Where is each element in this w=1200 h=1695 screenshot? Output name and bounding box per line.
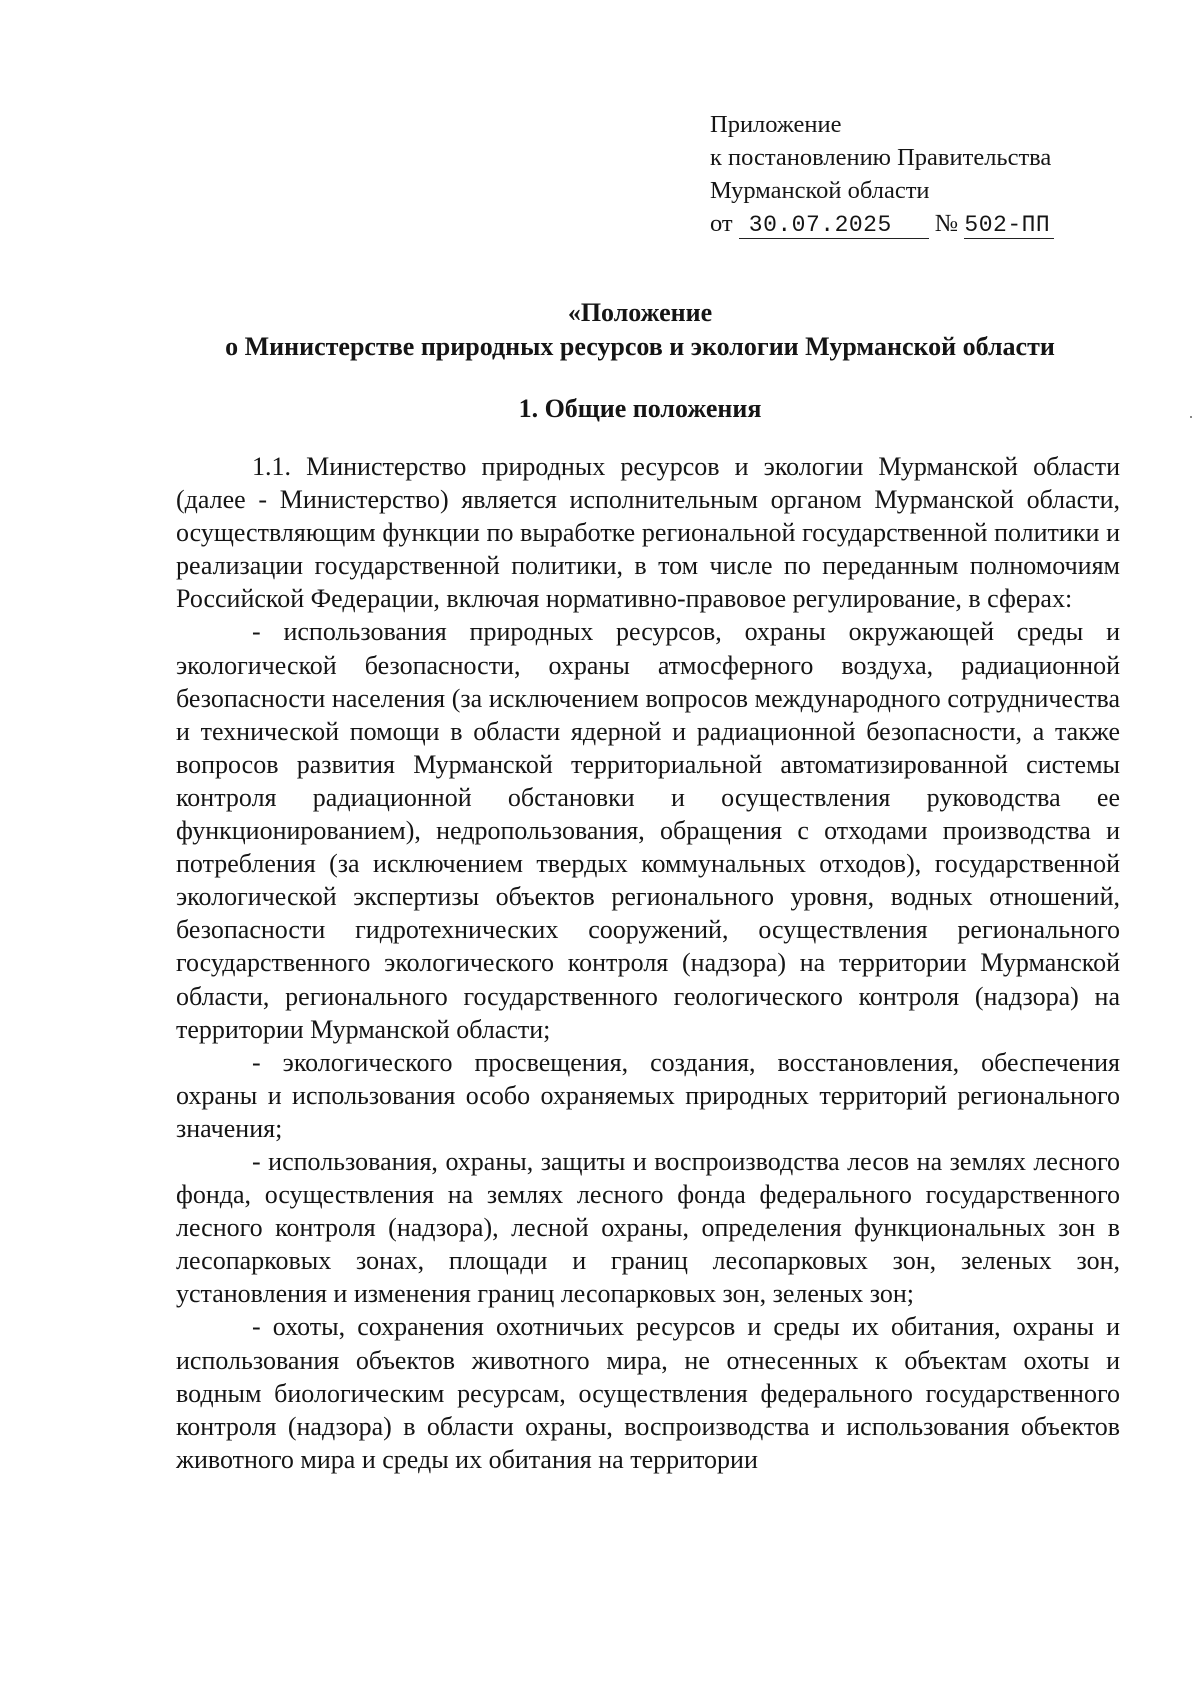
section-heading: 1. Общие положения [518, 394, 762, 423]
document-title [160, 296, 1120, 364]
scan-speck [1190, 416, 1192, 418]
number-prefix: № [934, 210, 959, 237]
list-item-hunting: - охоты, сохранения охотничьих ресурсов и среды их обитания, охраны и использования объектов животного мира, не отнесенных к объектам охоты и водным биологическим ресурсам, осуществления федерального государственного контроля (надзора) в области охраны, воспроизводства и использования объектов животного мира и среды их обитания на территории [176, 1312, 1120, 1474]
appendix-reference: к постановлению Правительства [710, 144, 1052, 171]
list-item-forests: - использования, охраны, защиты и воспроизводства лесов на землях лесного фонда, осуществления на землях лесного фонда федерального государственного лесного контроля (надзора), лесной охраны, определения функциональных зон в лесопарковых зонах, площади и границ лесопарковых зон, зеленых зон, установления и изменения границ лесопарковых зон, зеленых зон; [176, 1146, 1120, 1309]
appendix-block [710, 108, 1130, 240]
paragraph-1-1: 1.1. Министерство природных ресурсов и экологии Мурманской области (далее - Министерство) является исполнительным органом Мурманской области, осуществляющим функции по выработке региональной государственной политики и реализации государственной политики, в том числе по переданным полномочиям Российской Федерации, включая нормативно-правовое регулирование, в сферах: [176, 452, 1120, 614]
list-item-natural-resources: - использования природных ресурсов, охраны окружающей среды и экологической безопасности, охраны атмосферного воздуха, радиационной безопасности населения (за исключением вопросов международного сотрудничества и технической помощи в области ядерной и радиационной безопасности, а также вопросов развития Мурманской территориальной автоматизированной системы контроля радиационной обстановки и осуществления руководства ее функционированием), недропользования, обращения с отходами производства и потребления (за исключением твердых коммунальных отходов), государственной экологической экспертизы объектов регионального уровня, водных отношений, безопасности гидротехнических сооружений, осуществления регионального государственного экологического контроля (надзора) на территории Мурманской области, регионального государственного геологического контроля (надзора) на территории Мурманской области; [176, 617, 1120, 1044]
date-prefix: от [710, 210, 733, 237]
title-line-1: «Положение [567, 298, 713, 327]
document-body [176, 450, 1120, 1476]
title-line-2: о Министерстве природных ресурсов и экологии Мурманской области [225, 332, 1055, 361]
appendix-label: Приложение [710, 111, 842, 138]
decree-number: 502-ПП [964, 212, 1054, 239]
appendix-region: Мурманской области [710, 177, 930, 204]
list-item-protected-areas: - экологического просвещения, создания, восстановления, обеспечения охраны и использования особо охраняемых природных территорий регионального значения; [176, 1047, 1120, 1143]
appendix-date-line [710, 207, 1130, 240]
decree-date: 30.07.2025 [739, 212, 929, 239]
